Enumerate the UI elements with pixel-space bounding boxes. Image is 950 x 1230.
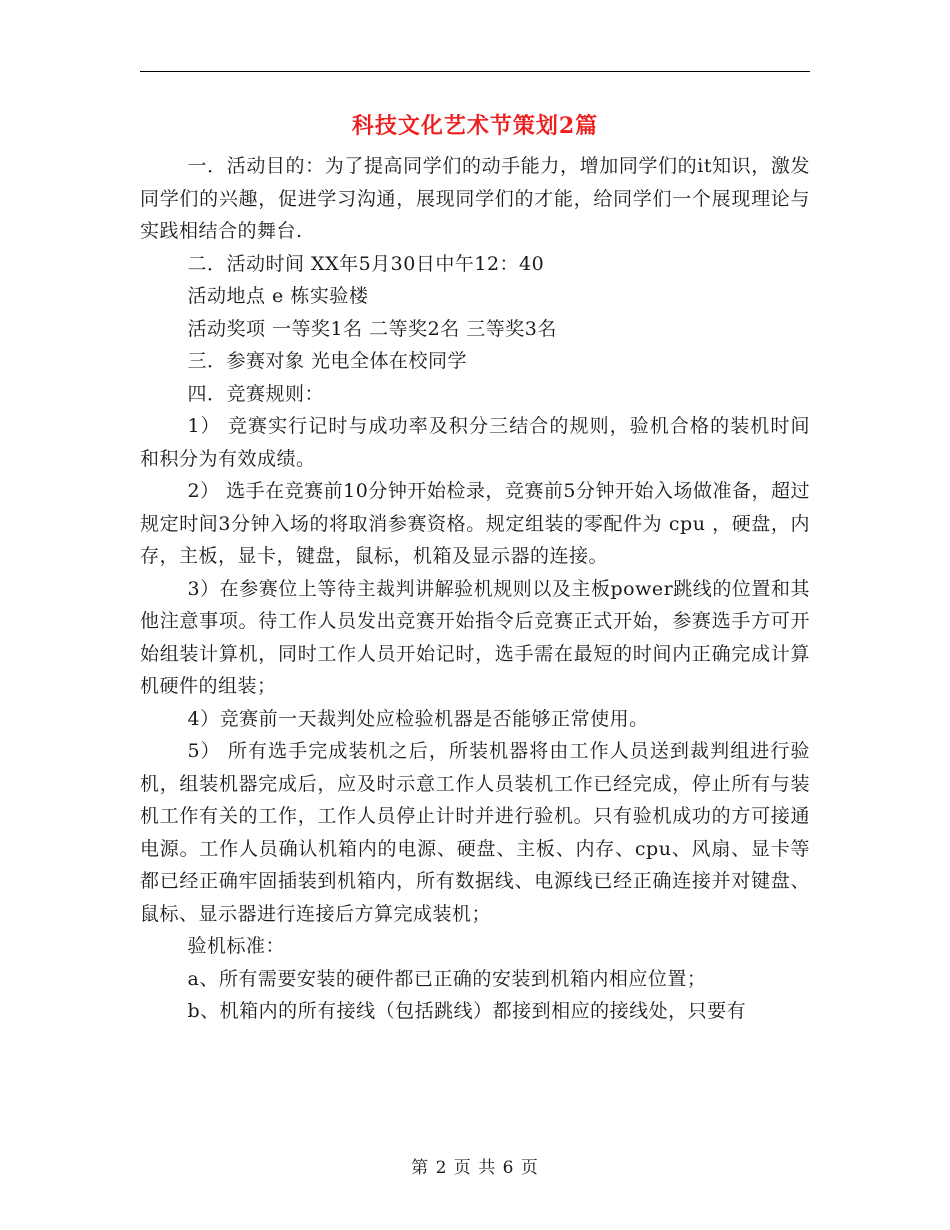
document-body bbox=[140, 150, 810, 1028]
paragraph-rules-heading: 四．竞赛规则： bbox=[187, 382, 325, 405]
paragraph-rule-2: 2） 选手在竞赛前10分钟开始检录，竞赛前5分钟开始入场做准备，超过规定时间3分钟入场的将取消参赛资格。规定组装的零配件为 cpu ，硬盘，内存，主板，显卡，键盘，鼠标，机箱及显示器的连接。 bbox=[140, 480, 810, 567]
paragraph-awards: 活动奖项 一等奖1名 二等奖2名 三等奖3名 bbox=[187, 317, 557, 340]
paragraph-inspection-heading: 验机标准： bbox=[187, 935, 286, 957]
document-title: 科技文化艺术节策划2篇 bbox=[351, 113, 599, 139]
page-number-footer: 第 2 页 共 6 页 bbox=[411, 1158, 539, 1178]
paragraph-rule-4: 4）竞赛前一天裁判处应检验机器是否能够正常使用。 bbox=[187, 707, 649, 730]
paragraph-inspection-b: b、机箱内的所有接线（包括跳线）都接到相应的接线处，只要有 bbox=[187, 1000, 747, 1022]
paragraph-rule-1: 1） 竞赛实行记时与成功率及积分三结合的规则，验机合格的装机时间和积分为有效成绩。 bbox=[140, 415, 810, 470]
paragraph-inspection-a: a、所有需要安装的硬件都已正确的安装到机箱内相应位置； bbox=[187, 967, 707, 990]
paragraph-participants: 三．参赛对象 光电全体在校同学 bbox=[187, 350, 468, 372]
paragraph-rule-3: 3）在参赛位上等待主裁判讲解验机规则以及主板power跳线的位置和其他注意事项。待工作人员发出竞赛开始指令后竞赛正式开始，参赛选手方可开始组装计算机，同时工作人员开始记时，选手需在最短的时间内正确完成计算机硬件的组装； bbox=[140, 577, 810, 697]
header-rule bbox=[140, 71, 810, 72]
paragraph-purpose: 一．活动目的：为了提高同学们的动手能力，增加同学们的it知识，激发同学们的兴趣，促进学习沟通，展现同学们的才能，给同学们一个展现理论与实践相结合的舞台. bbox=[140, 155, 810, 242]
paragraph-rule-5: 5） 所有选手完成装机之后，所装机器将由工作人员送到裁判组进行验机，组装机器完成后，应及时示意工作人员装机工作已经完成，停止所有与装机工作有关的工作，工作人员停止计时并进行验机。只有验机成功的方可接通电源。工作人员确认机箱内的电源、硬盘、主板、内存、cpu、风扇、显卡等都已经正确牢固插装到机箱内，所有数据线、电源线已经正确连接并对键盘、鼠标、显示器进行连接后方算完成装机； bbox=[140, 740, 810, 925]
paragraph-time: 二．活动时间 XX年5月30日中午12：40 bbox=[187, 252, 545, 275]
paragraph-location: 活动地点 e 栋实验楼 bbox=[187, 285, 369, 307]
